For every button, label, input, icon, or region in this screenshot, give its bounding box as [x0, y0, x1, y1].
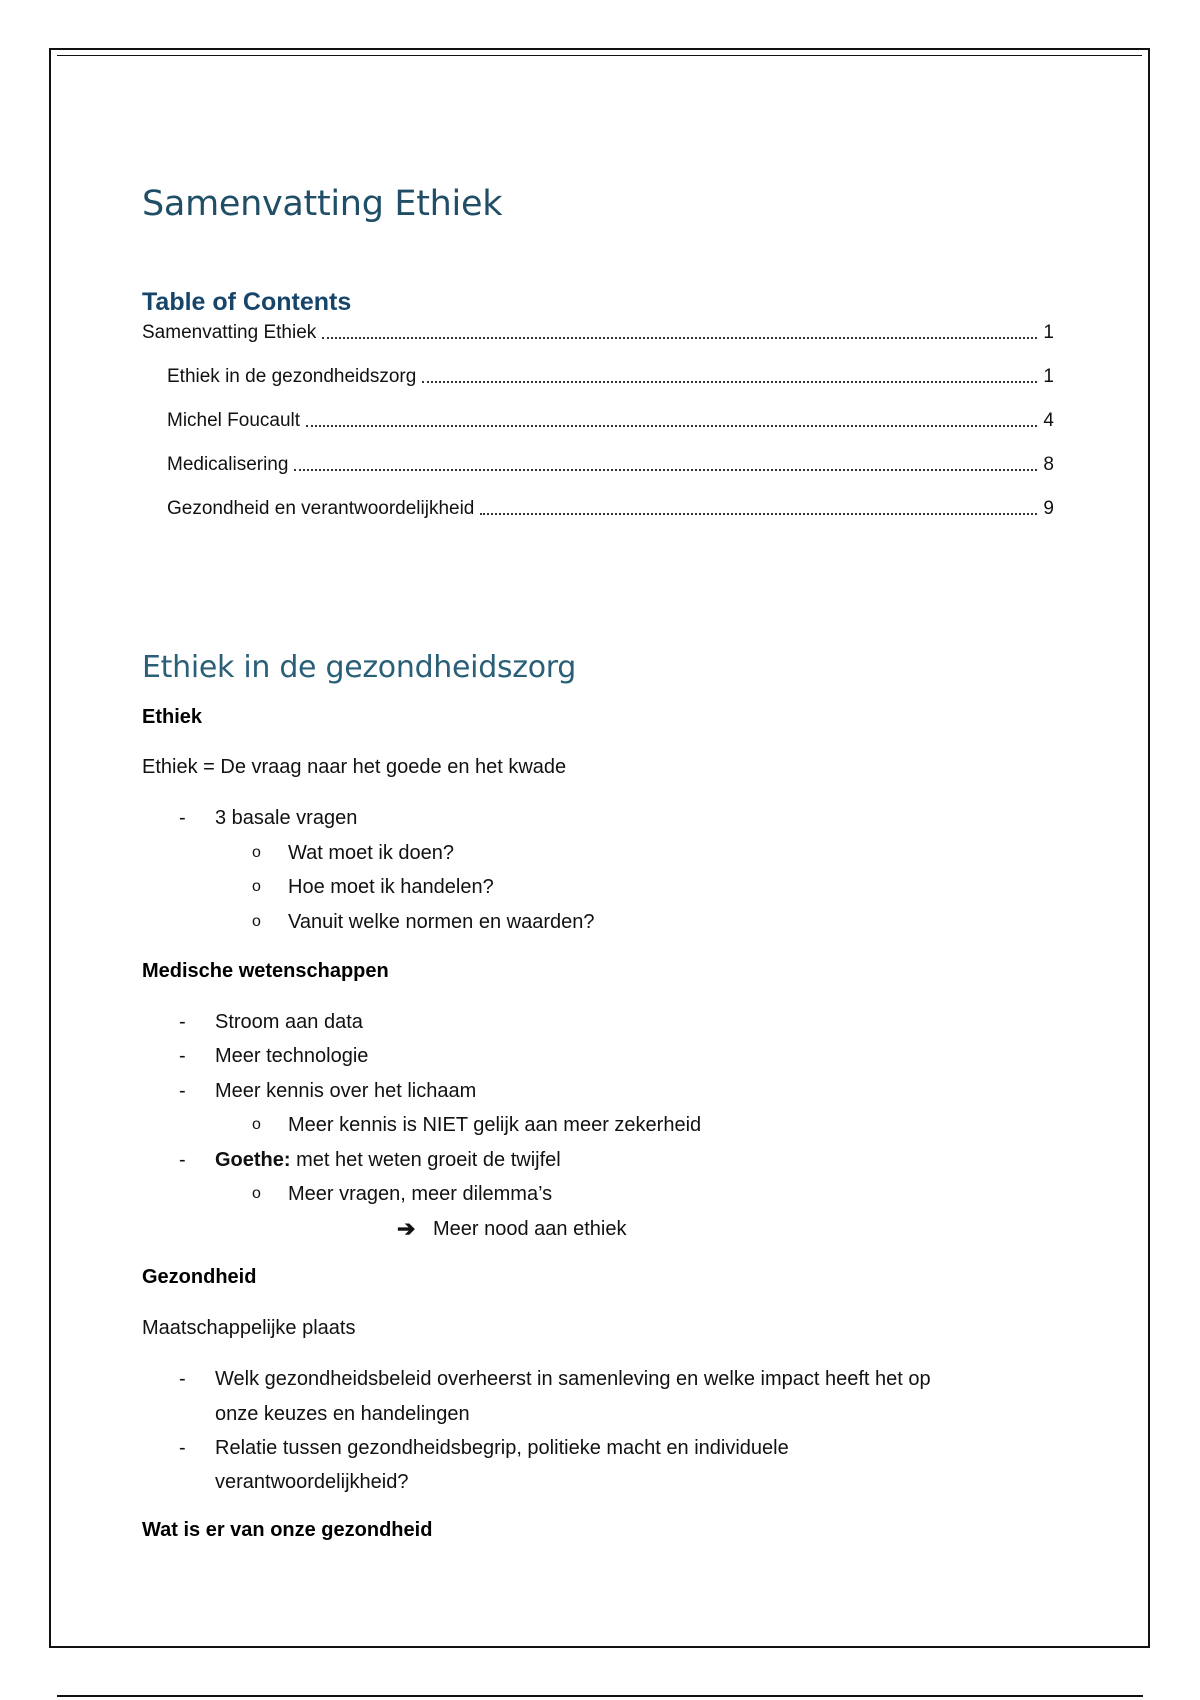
next-page-rule [57, 1695, 1143, 1697]
list-item-text: Meer kennis is NIET gelijk aan meer zekerheid [288, 1114, 702, 1136]
toc-dot-leader [322, 337, 1037, 339]
subheading-medische-wetenschappen: Medische wetenschappen [142, 960, 389, 982]
toc-page-number: 1 [1043, 322, 1054, 343]
list-item-text: Vanuit welke normen en waarden? [288, 911, 595, 933]
toc-entry-text: Samenvatting Ethiek [142, 322, 317, 343]
frame-top-rule [57, 55, 1142, 56]
dash-bullet-icon: - [179, 1011, 186, 1033]
dash-bullet-icon: - [179, 807, 186, 829]
list-item-text: Hoe moet ik handelen? [288, 876, 494, 898]
toc-entry-text: Ethiek in de gezondheidszorg [167, 366, 417, 387]
list-item-text: Meer technologie [215, 1045, 369, 1067]
subheading-gezondheid: Gezondheid [142, 1266, 257, 1288]
toc-page-number: 9 [1043, 498, 1054, 519]
dash-bullet-icon: - [179, 1080, 186, 1102]
toc-heading: Table of Contents [142, 288, 352, 316]
dash-bullet-icon: - [179, 1045, 186, 1067]
goethe-quote: met het weten groeit de twijfel [290, 1149, 561, 1171]
toc-entry[interactable] [167, 494, 1054, 520]
list-item-text: Wat moet ik doen? [288, 842, 455, 864]
list-item-continuation: verantwoordelijkheid? [215, 1471, 409, 1493]
toc-page-number: 1 [1043, 366, 1054, 387]
dash-bullet-icon: - [179, 1368, 186, 1390]
section-heading: Ethiek in de gezondheidszorg [142, 650, 577, 685]
toc-entry[interactable] [167, 450, 1054, 476]
circle-bullet-icon: o [252, 913, 261, 930]
list-item-continuation: onze keuzes en handelingen [215, 1403, 470, 1425]
circle-bullet-icon: o [252, 1185, 261, 1202]
list-item-text: Welk gezondheidsbeleid overheerst in samenleving en welke impact heeft het op [215, 1368, 931, 1390]
circle-bullet-icon: o [252, 844, 261, 861]
toc-entry-text: Michel Foucault [167, 410, 301, 431]
toc-entry[interactable] [167, 362, 1054, 388]
subheading-wat-is-er-van-onze-gezondheid: Wat is er van onze gezondheid [142, 1519, 433, 1541]
toc-entry-text: Gezondheid en verantwoordelijkheid [167, 498, 475, 519]
toc-entry[interactable] [142, 318, 1054, 344]
toc-entry[interactable] [167, 406, 1054, 432]
circle-bullet-icon: o [252, 878, 261, 895]
toc-dot-leader [306, 425, 1037, 427]
subheading-ethiek: Ethiek [142, 706, 203, 728]
list-item-text: Meer kennis over het lichaam [215, 1080, 477, 1102]
toc-dot-leader [480, 513, 1037, 515]
list-item-text: Stroom aan data [215, 1011, 363, 1033]
arrow-right-icon: ➔ [397, 1216, 416, 1241]
goethe-label: Goethe: [215, 1149, 291, 1171]
list-item-text: Relatie tussen gezondheidsbegrip, politieke macht en individuele [215, 1437, 789, 1459]
ethiek-definition: Ethiek = De vraag naar het goede en het kwade [142, 756, 567, 778]
toc-entry-text: Medicalisering [167, 454, 289, 475]
list-item-text [215, 1143, 561, 1177]
toc-dot-leader [422, 381, 1037, 383]
list-item-text: 3 basale vragen [215, 807, 358, 829]
list-item-text: Meer nood aan ethiek [433, 1218, 627, 1240]
circle-bullet-icon: o [252, 1116, 261, 1133]
toc-page-number: 8 [1043, 454, 1054, 475]
toc-page-number: 4 [1043, 410, 1054, 431]
dash-bullet-icon: - [179, 1437, 186, 1459]
gezondheid-intro: Maatschappelijke plaats [142, 1317, 356, 1339]
list-item-text: Meer vragen, meer dilemma’s [288, 1183, 553, 1205]
toc-dot-leader [294, 469, 1037, 471]
dash-bullet-icon: - [179, 1149, 186, 1171]
document-title: Samenvatting Ethiek [142, 184, 503, 224]
